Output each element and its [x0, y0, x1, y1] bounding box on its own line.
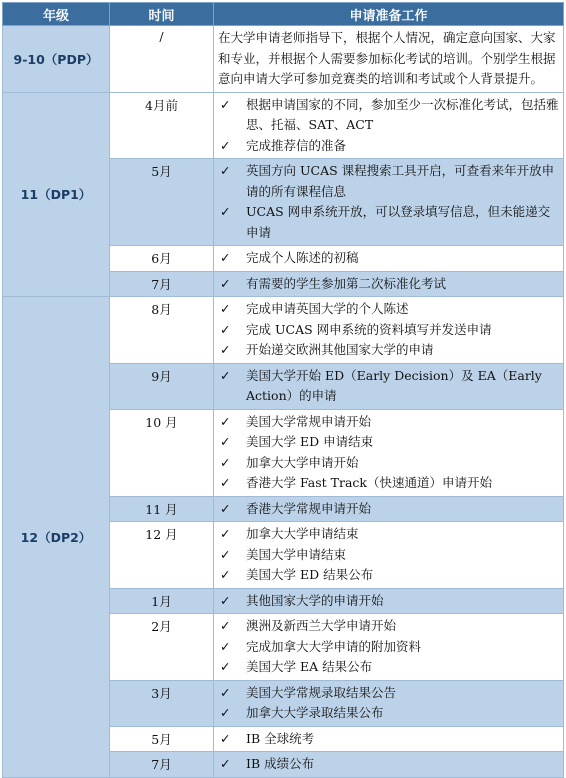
work-item — [218, 274, 559, 295]
table-row — [3, 92, 564, 159]
check-mark-icon: ✓ — [220, 342, 231, 357]
check-mark-icon: ✓ — [220, 567, 231, 582]
check-mark-icon: ✓ — [220, 684, 231, 700]
check-mark-icon: ✓ — [220, 301, 231, 316]
time-cell: 12 月 — [110, 522, 214, 589]
time-cell: 7月 — [110, 752, 214, 778]
work-item — [218, 565, 559, 586]
check-mark-icon: ✓ — [220, 163, 231, 178]
time-cell: 8月 — [110, 297, 214, 364]
time-cell: 9月 — [110, 363, 214, 409]
work-item — [218, 591, 559, 612]
check-mark-icon: ✓ — [220, 592, 231, 608]
work-item — [218, 473, 559, 494]
work-item-text: 英国方向 UCAS 课程搜索工具开启，可查看来年开放申请的所有课程信息 — [246, 163, 555, 199]
work-item-text: 其他国家大学的申请开始 — [246, 592, 384, 608]
time-cell: 3月 — [110, 680, 214, 726]
work-paragraph: 在大学申请老师指导下，根据个人情况，确定意向国家、大家和专业，并根据个人需要参加标化考试的培训。个别学生根据意向申请大学可参加竞赛类的培训和考试或个人背景提升。 — [218, 30, 556, 86]
work-item-text: 香港大学常规申请开始 — [246, 500, 372, 516]
work-item-text: 美国大学开始 ED（Early Decision）及 EA（Early Action）的申请 — [246, 367, 542, 403]
check-mark-icon: ✓ — [220, 250, 231, 265]
work-item — [218, 320, 559, 341]
check-mark-icon: ✓ — [220, 730, 231, 746]
work-item — [218, 545, 559, 566]
check-mark-icon: ✓ — [220, 204, 231, 219]
work-cell — [214, 496, 564, 522]
work-item-text: 完成 UCAS 网申系统的资料填写并发送申请 — [246, 321, 492, 337]
time-cell: 6月 — [110, 246, 214, 272]
work-item-text: 完成推荐信的准备 — [246, 137, 347, 153]
work-cell — [214, 271, 564, 297]
work-item — [218, 683, 559, 704]
work-item-text: 美国大学申请结束 — [246, 546, 347, 562]
time-cell: 4月前 — [110, 92, 214, 159]
work-item — [218, 202, 559, 243]
check-mark-icon: ✓ — [220, 137, 231, 153]
check-mark-icon: ✓ — [220, 638, 231, 654]
work-item-text: 加拿大大学录取结果公布 — [246, 705, 384, 720]
work-item — [218, 657, 559, 678]
check-mark-icon: ✓ — [220, 321, 231, 337]
work-cell — [214, 363, 564, 409]
work-item — [218, 524, 559, 545]
header-grade: 年级 — [3, 3, 110, 26]
check-mark-icon: ✓ — [220, 526, 231, 541]
work-cell — [214, 726, 564, 752]
work-item — [218, 453, 559, 474]
work-cell — [214, 588, 564, 614]
work-item-text: 根据申请国家的不同，参加至少一次标准化考试，包括雅思、托福、SAT、ACT — [246, 96, 559, 132]
check-mark-icon: ✓ — [220, 705, 231, 720]
work-item — [218, 136, 559, 157]
check-mark-icon: ✓ — [220, 756, 231, 771]
work-cell — [214, 409, 564, 496]
work-cell — [214, 159, 564, 246]
table-body — [3, 26, 564, 778]
check-mark-icon: ✓ — [220, 367, 231, 383]
work-item-text: 加拿大大学申请结束 — [246, 526, 359, 541]
check-mark-icon: ✓ — [220, 475, 231, 490]
grade-cell: 12（DP2） — [3, 297, 110, 778]
time-cell: 11 月 — [110, 496, 214, 522]
work-item-text: UCAS 网申系统开放，可以登录填写信息，但未能递交申请 — [246, 204, 551, 240]
work-item-text: 完成个人陈述的初稿 — [246, 250, 359, 265]
work-item — [218, 248, 559, 269]
work-item — [218, 703, 559, 724]
work-item-text: IB 成绩公布 — [246, 756, 315, 771]
header-row — [3, 3, 564, 26]
work-item-text: 完成加拿大大学申请的附加资料 — [246, 638, 422, 654]
check-mark-icon: ✓ — [220, 96, 231, 112]
work-item-text: 美国大学常规申请开始 — [246, 413, 372, 429]
time-cell: 7月 — [110, 271, 214, 297]
work-item-text: 有需要的学生参加第二次标准化考试 — [246, 275, 447, 291]
work-cell — [214, 680, 564, 726]
check-mark-icon: ✓ — [220, 275, 231, 291]
work-item-text: 美国大学 ED 结果公布 — [246, 567, 374, 582]
work-item — [218, 412, 559, 433]
header-time: 时间 — [110, 3, 214, 26]
time-cell: 1月 — [110, 588, 214, 614]
work-item — [218, 161, 559, 202]
work-item — [218, 366, 559, 407]
work-item — [218, 754, 559, 775]
check-mark-icon: ✓ — [220, 413, 231, 429]
time-cell: / — [110, 26, 214, 93]
check-mark-icon: ✓ — [220, 500, 231, 516]
time-cell: 5月 — [110, 159, 214, 246]
work-cell — [214, 522, 564, 589]
work-item — [218, 637, 559, 658]
work-item-text: 美国大学常规录取结果公告 — [246, 684, 397, 700]
application-timeline-table — [2, 2, 564, 778]
work-cell — [214, 297, 564, 364]
work-item — [218, 499, 559, 520]
work-item-text: 澳洲及新西兰大学申请开始 — [246, 618, 397, 633]
check-mark-icon: ✓ — [220, 546, 231, 562]
work-item — [218, 432, 559, 453]
work-item-text: 香港大学 Fast Track（快速通道）申请开始 — [246, 475, 493, 490]
work-cell — [214, 614, 564, 681]
work-item — [218, 729, 559, 750]
work-cell — [214, 92, 564, 159]
work-item — [218, 340, 559, 361]
header-work: 申请准备工作 — [214, 3, 564, 26]
work-item-text: 美国大学 EA 结果公布 — [246, 659, 373, 674]
work-cell — [214, 752, 564, 778]
work-cell — [214, 26, 564, 93]
work-item — [218, 616, 559, 637]
work-item-text: IB 全球统考 — [246, 730, 315, 746]
work-item — [218, 299, 559, 320]
work-item-text: 美国大学 ED 申请结束 — [246, 434, 374, 449]
grade-cell: 9-10（PDP） — [3, 26, 110, 93]
check-mark-icon: ✓ — [220, 618, 231, 633]
time-cell: 5月 — [110, 726, 214, 752]
table-row — [3, 297, 564, 364]
table-row — [3, 26, 564, 93]
work-item-text: 加拿大大学申请开始 — [246, 454, 359, 470]
check-mark-icon: ✓ — [220, 454, 231, 470]
check-mark-icon: ✓ — [220, 659, 231, 674]
work-item-text: 完成申请英国大学的个人陈述 — [246, 301, 409, 316]
work-item-text: 开始递交欧洲其他国家大学的申请 — [246, 342, 434, 357]
grade-cell: 11（DP1） — [3, 92, 110, 297]
time-cell: 10 月 — [110, 409, 214, 496]
time-cell: 2月 — [110, 614, 214, 681]
work-item — [218, 95, 559, 136]
check-mark-icon: ✓ — [220, 434, 231, 449]
work-cell — [214, 246, 564, 272]
